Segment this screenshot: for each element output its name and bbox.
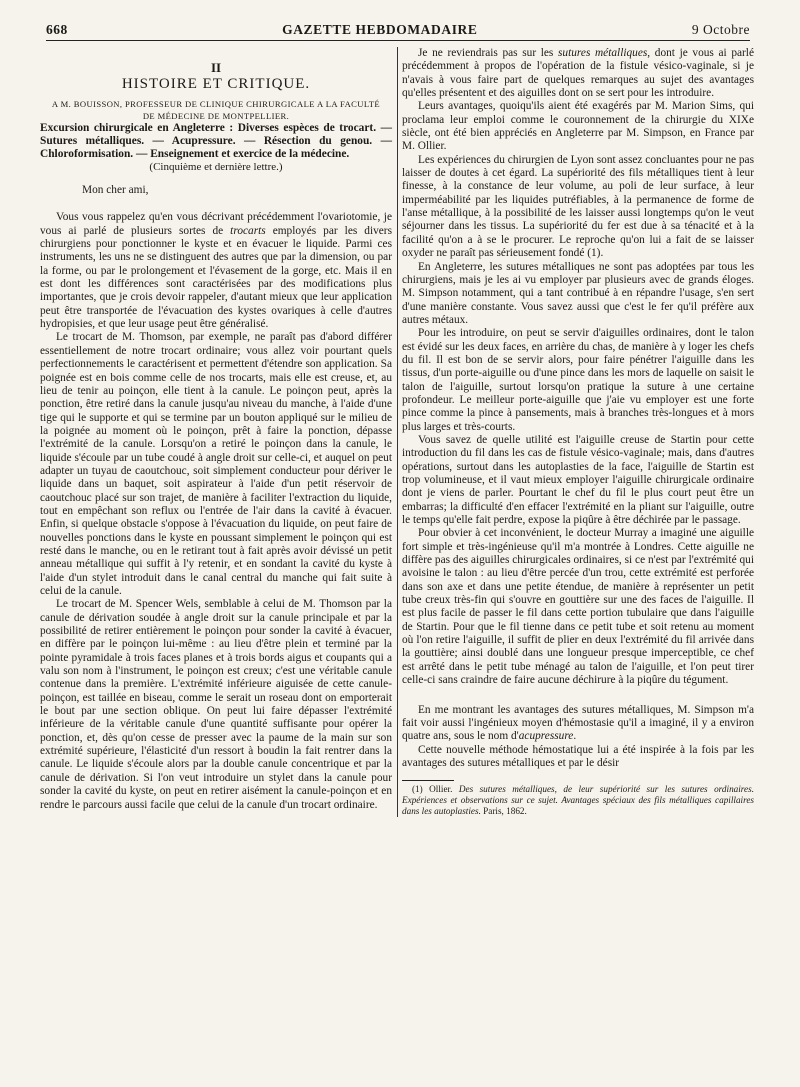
paragraph: Le trocart de M. Thomson, par exemple, ne paraît pas d'abord différer essentiellement de notre trocart ordinaire; vous allez voir pourtant quels perfectionnements le caractérisent et permettent d'étendre son application. Sa poignée est en bois comme celle de nos trocarts, mais elle est creuse, et, au lieu de tenir au poinçon, elle tient à la canule. Le poinçon peut, après la ponction, être retiré dans la canule jusqu'au niveau du manche, à l'aide d'une tige qui le supporte et qui se termine par un bouton appliqué sur le milieu de la poignée au moment où le poinçon, prêt à faire la ponction, dépasse l'extrémité de la canule. Lorsqu'on a retiré le poinçon dans la canule, le liquide s'écoule par un tube coudé à angle droit sur celle-ci, et auquel on peut adapter un tuyau de caoutchouc, soit simplement conducteur pour dériver le liquide dans un baquet, soit aspirateur à l'aide d'un petit réservoir de caoutchouc placé sur son trajet, de manière à faciliter l'extraction du liquide, tout en empêchant son reflux ou l'entrée de l'air dans la cavité à évacuer. Enfin, si quelque obstacle s'oppose à l'évacuation du liquide, on peut faire de nouvelles ponctions dans le kyste en poussant simplement le poinçon qui est resté dans le manche, ou en le retirant tout à fait après avoir dévissé un petit anneau métallique qui suffit à l'y retenir, et en sondant la cavité du kyste à l'aide d'un stylet introduit dans le canal central du manche qui fait suite à celui de la canule. [40, 331, 392, 597]
section-title: HISTOIRE ET CRITIQUE. [121, 76, 311, 93]
letter-subtitle: (Cinquième et dernière lettre.) [149, 160, 283, 173]
paragraph: En Angleterre, les sutures métalliques ne sont pas adoptées par tous les chirurgiens, mais je les ai vu employer par plusieurs avec de grands éloges. M. Simpson notamment, qui a tant contribué à en répandre l'usage, s'en sert d'une manière constante. Vous savez aussi que c'est le fer qu'il préfère aux autres métaux. [402, 260, 754, 326]
page-number: 668 [46, 22, 68, 37]
paragraph: Le trocart de M. Spencer Wels, semblable à celui de M. Thomson par la canule de dérivation soudée à angle droit sur la canule principale et par la possibilité de retirer entièrement le poinçon pour sonder la cavité à évacuer, en diffère par le poinçon lui-même : au lieu d'être plein et terminé par la pointe pyramidale à trois faces planes et à trois bords aigus et coupants qui a valu son nom à l'instrument, le poinçon est creux; c'est une véritable canule contenue dans la première. L'extrémité inférieure aiguisée de cette canule-poinçon, est taillée en biseau, comme le serait un roseau dont on emporterait le bout par une section oblique. On peut lui faire dépasser l'extrémité inférieure de la véritable canule d'une quantité suffisante pour opérer la ponction, et, dès qu'on cesse de presser avec la paume de la main sur son extrémité supérieure, l'élasticité d'un ressort à boudin la fait rentrer dans la canule. Le liquide s'écoule alors par la double canule concentrique et par la canule de dérivation. Si l'on veut introduire un stylet dans la canule pour sonder la cavité du kyste, on peut en retirer aisément la canule-poinçon et en rendre le parcours aussi facile que celui de la canule d'un trocart ordinaire. [40, 598, 392, 811]
running-header [46, 22, 750, 41]
footnote-rule [402, 780, 454, 781]
paragraph: Vous vous rappelez qu'en vous décrivant précédemment l'ovariotomie, je vous ai parlé de plusieurs sortes de trocarts employés par les divers chirurgiens pour ponctionner le kyste et en évacuer le liquide. Parmi ces instruments, les uns ne se distinguent des autres que par la dimension, ou par la forme, ou par le prolongement et l'évasement de la gorge, etc. Mais il en est dont les différences sont caractérisées par des modifications plus importantes, que je crois devoir rappeler, d'autant mieux que leur application peut être transportée de l'évacuation des kystes ovariques à celle d'autres hydropisies, et que leur usage peut être généralisé. [40, 211, 392, 331]
left-column [40, 47, 392, 817]
paragraph: Leurs avantages, quoiqu'ils aient été exagérés par M. Marion Sims, qui proclama leur emploi comme le couronnement de la chirurgie du XIXe siècle, ont été bien appréciés en Angleterre par M. Simpson, en France par M. Ollier. [402, 100, 754, 153]
paragraph: Les expériences du chirurgien de Lyon sont assez concluantes pour ne pas laisser de doutes à cet égard. La supériorité des fils métalliques tient à leur finesse, à la constance de leur volume, au poli de leur surface, à leur imperméabilité par les liquides putréfiables, à la permanence de forme de l'anse métallique, à la possibilité de les laisser aussi longtemps qu'on le veut séjourner dans les tissus. La supériorité du fer est due à sa ténacité et à la facilité qu'on a à se le procurer. Le reproche qu'on lui a fait de se laisser oxyder ne paraît pas sérieusement fondé (1). [402, 153, 754, 260]
paragraph: Pour obvier à cet inconvénient, le docteur Murray a imaginé une aiguille fort simple et très-ingénieuse qu'il m'a montrée à Londres. Cette aiguille ne diffère pas des aiguilles chirurgicales ordinaires, si ce n'est par l'extrémité qui avoisine le talon : au lieu d'être percée d'un trou, cette extrémité est perforée dans son axe et dans une petite étendue, de manière à représenter un petit tube creux très-fin qui s'ouvre en gouttière sur une des faces de l'aiguille. Il est plus facile de passer le fil dans cette portion tubulaire que dans l'aiguille de Startin. Pour que le fil tienne dans ce petit tube et soit retenu au moment où l'on retire l'aiguille, il suffit de plier en deux l'extrémité du fil arrivée dans la gouttière; ainsi doublé dans une longueur presque imperceptible, ce chef est arrêté dans le petit tube ménagé au talon de l'aiguille, et l'on peut tirer celle-ci sans craindre de faire aucune déchirure à la piqûre du tégument. [402, 527, 754, 687]
journal-title: GAZETTE HEBDOMADAIRE [282, 22, 478, 37]
column-divider [397, 47, 398, 817]
footnote: (1) Ollier. Des sutures métalliques, de leur supériorité sur les sutures ordinaires. Expériences et observations sur ce sujet. Avantages spéciaux des fils métalliques capillaires dans les autoplasties. Paris, 1862. [402, 784, 754, 817]
right-column [402, 47, 754, 817]
section-number: II [210, 60, 222, 75]
article-summary: Excursion chirurgicale en Angleterre : Diverses espèces de trocart. — Sutures métalliques. — Acupressure. — Résection du genou. — Chloroformisation. — Enseignement et exercice de la médecine. [40, 121, 392, 160]
issue-date: 9 Octobre [691, 22, 750, 37]
paragraph: Vous savez de quelle utilité est l'aiguille creuse de Startin pour cette introduction du fil dans les cas de fistule vésico-vaginale; mais, dans d'autres opérations, surtout dans les autoplasties de la face, l'aiguille de Startin est trop volumineuse, et il vaut mieux employer l'aiguille chirurgicale ordinaire dont je viens de parler. Pourtant le chef du fil le plus court peut être un embarras; la difficulté d'en effacer l'extrémité en la pliant sur l'aiguille, outre le temps qu'elle fait perdre, expose la piqûre à être déchirée par le passage. [402, 433, 754, 527]
two-column-body [40, 47, 754, 817]
addressee-line: A M. BOUISSON, PROFESSEUR DE CLINIQUE CHIRURGICALE A LA FACULTÉ [51, 98, 381, 109]
paragraph: Cette nouvelle méthode hémostatique lui a été inspirée à la fois par les avantages des sutures métalliques et par le désir [402, 743, 754, 769]
paragraph: Je ne reviendrais pas sur les sutures métalliques, dont je vous ai parlé précédemment à propos de l'opération de la fistule vésico-vaginale, si je n'avais à vous faire part de quelques remarques au sujet des avantages qu'elles présentent et des aiguilles dont on se sert pour les introduire. [402, 47, 754, 100]
addressee [40, 98, 392, 122]
paragraph: Pour les introduire, on peut se servir d'aiguilles ordinaires, dont le talon est évidé sur les deux faces, en arrière du chas, de manière à y loger les chefs du fil. Il est bon de se servir alors, pour faire pénétrer l'aiguille dans les tissus, d'un porte-aiguille ou d'une pince dans les mors de laquelle on saisit le talon de l'aiguille, surtout lorsqu'on pratique la suture à une certaine profondeur. Le meilleur porte-aiguille que j'aie vu employer est une forte pince comme la pince à pansements, mais à branches très-longues et à mors plus larges et très-courts. [402, 327, 754, 433]
addressee-line: DE MÉDECINE DE MONTPELLIER. [142, 110, 290, 121]
salutation: Mon cher ami, [82, 184, 149, 197]
paragraph: En me montrant les avantages des sutures métalliques, M. Simpson m'a fait voir aussi l'ingénieux moyen d'hémostasie qu'il a imaginé, il y a environ quatre ans, sous le nom d'acupressure. [402, 703, 754, 743]
